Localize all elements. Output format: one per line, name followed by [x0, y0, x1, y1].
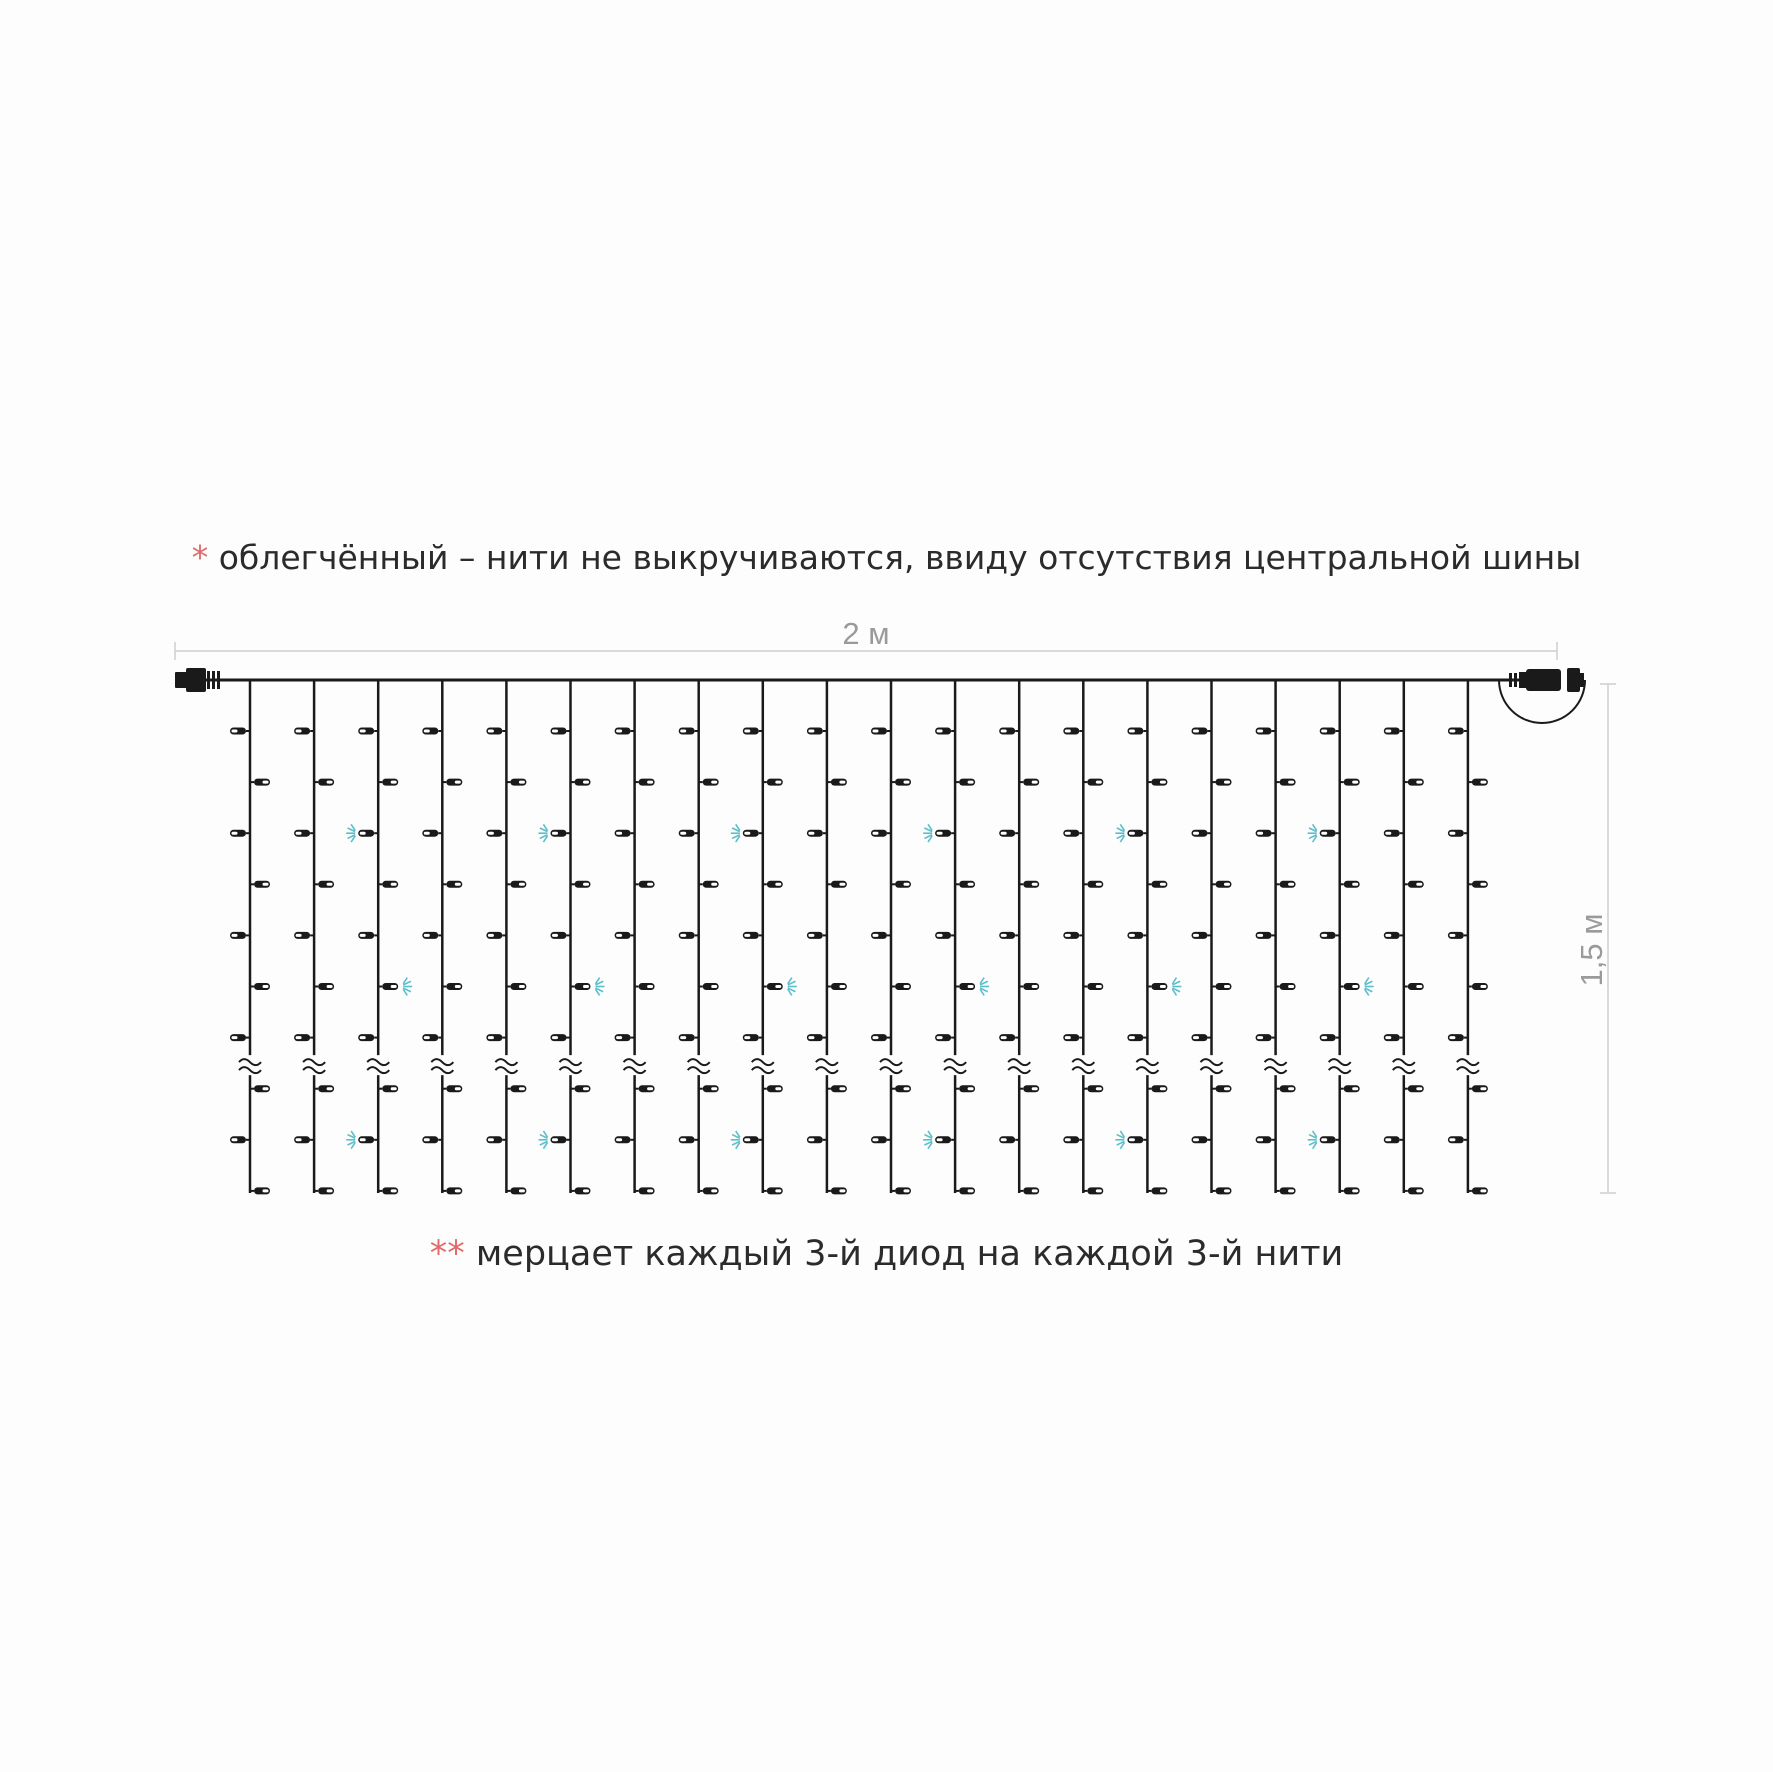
led-icon — [635, 881, 655, 888]
led-icon — [1127, 1136, 1147, 1143]
twinkle-led-icon — [1115, 1131, 1124, 1149]
led-icon — [891, 779, 911, 786]
led-icon — [1192, 1136, 1212, 1143]
strand — [731, 680, 797, 1194]
strand — [422, 680, 462, 1194]
led-icon — [422, 830, 442, 837]
plug-icon — [175, 668, 220, 692]
led-icon — [486, 1136, 506, 1143]
led-icon — [1276, 1085, 1296, 1092]
strand — [539, 680, 605, 1194]
led-icon — [551, 1034, 571, 1041]
led-icon — [422, 1034, 442, 1041]
led-icon — [1083, 881, 1103, 888]
twinkle-led-icon — [980, 978, 989, 996]
led-icon — [551, 728, 571, 735]
led-icon — [486, 1034, 506, 1041]
led-icon — [615, 1034, 635, 1041]
led-icon — [935, 932, 955, 939]
strand — [346, 680, 412, 1194]
led-icon — [1256, 1136, 1276, 1143]
led-icon — [1320, 1136, 1340, 1143]
led-icon — [871, 728, 891, 735]
led-icon — [551, 1136, 571, 1143]
led-icon — [422, 932, 442, 939]
led-icon — [1468, 1085, 1488, 1092]
led-icon — [935, 1136, 955, 1143]
strand — [1115, 680, 1181, 1194]
strand — [1448, 680, 1488, 1194]
led-icon — [827, 779, 847, 786]
led-icon — [1404, 983, 1424, 990]
led-icon — [1019, 881, 1039, 888]
twinkle-led-icon — [923, 824, 932, 842]
note-text: мерцает каждый 3-й диод на каждой 3-й нити — [475, 1234, 1344, 1274]
wire-break-icon — [1392, 1055, 1416, 1075]
led-icon — [250, 983, 270, 990]
wire-break-icon — [494, 1055, 518, 1075]
led-icon — [743, 932, 763, 939]
led-icon — [615, 932, 635, 939]
strand — [923, 680, 989, 1194]
twinkle-led-icon — [1365, 978, 1374, 996]
led-icon — [551, 932, 571, 939]
led-icon — [935, 830, 955, 837]
strand — [679, 680, 719, 1194]
led-icon — [827, 1187, 847, 1194]
led-icon — [1340, 983, 1360, 990]
led-icon — [1384, 1034, 1404, 1041]
note-marker: * — [191, 538, 209, 577]
led-icon — [679, 932, 699, 939]
led-icon — [635, 1085, 655, 1092]
led-icon — [1147, 1187, 1167, 1194]
led-icon — [1127, 932, 1147, 939]
led-icon — [807, 1034, 827, 1041]
led-icon — [442, 1187, 462, 1194]
led-icon — [486, 932, 506, 939]
led-icon — [699, 1085, 719, 1092]
led-icon — [827, 1085, 847, 1092]
led-icon — [1212, 1187, 1232, 1194]
led-icon — [1127, 830, 1147, 837]
twinkle-led-icon — [923, 1131, 932, 1149]
led-icon — [442, 779, 462, 786]
led-icon — [314, 983, 334, 990]
led-icon — [999, 1034, 1019, 1041]
led-icon — [743, 830, 763, 837]
led-icon — [1276, 881, 1296, 888]
wire-break-icon — [430, 1055, 454, 1075]
height-dimension — [1574, 684, 1616, 1193]
led-icon — [1212, 881, 1232, 888]
led-icon — [871, 1136, 891, 1143]
led-icon — [1448, 1034, 1468, 1041]
led-icon — [1384, 830, 1404, 837]
led-icon — [1320, 932, 1340, 939]
wire-break-icon — [687, 1055, 711, 1075]
led-icon — [999, 830, 1019, 837]
led-icon — [1083, 779, 1103, 786]
led-icon — [1083, 983, 1103, 990]
twinkle-led-icon — [1115, 824, 1124, 842]
led-icon — [1147, 1085, 1167, 1092]
led-icon — [551, 830, 571, 837]
led-icon — [763, 779, 783, 786]
led-icon — [1468, 881, 1488, 888]
note-marker: ** — [429, 1234, 465, 1274]
led-icon — [422, 1136, 442, 1143]
led-icon — [230, 1034, 250, 1041]
twinkle-led-icon — [539, 824, 548, 842]
led-icon — [935, 1034, 955, 1041]
led-icon — [1404, 1085, 1424, 1092]
led-icon — [442, 1085, 462, 1092]
led-icon — [1404, 1187, 1424, 1194]
led-icon — [891, 983, 911, 990]
led-icon — [314, 881, 334, 888]
led-icon — [743, 1034, 763, 1041]
led-icon — [807, 1136, 827, 1143]
led-icon — [294, 1136, 314, 1143]
led-icon — [763, 983, 783, 990]
twinkle-led-icon — [788, 978, 797, 996]
strand — [486, 680, 526, 1194]
led-icon — [807, 728, 827, 735]
strand — [807, 680, 847, 1194]
wire-break-icon — [1200, 1055, 1224, 1075]
led-icon — [635, 983, 655, 990]
wire-break-icon — [559, 1055, 583, 1075]
led-icon — [955, 1187, 975, 1194]
led-icon — [1192, 1034, 1212, 1041]
note-text: облегчённый – нити не выкручиваются, ввиду отсутствия центральной шины — [218, 538, 1582, 577]
twinkle-led-icon — [1172, 978, 1181, 996]
led-icon — [250, 779, 270, 786]
led-icon — [230, 830, 250, 837]
led-icon — [1468, 779, 1488, 786]
led-icon — [615, 728, 635, 735]
led-icon — [506, 881, 526, 888]
twinkle-led-icon — [346, 1131, 355, 1149]
led-icon — [1063, 1136, 1083, 1143]
strand — [294, 680, 334, 1194]
led-icon — [378, 881, 398, 888]
led-icon — [294, 830, 314, 837]
led-icon — [358, 728, 378, 735]
led-icon — [1404, 779, 1424, 786]
led-icon — [358, 932, 378, 939]
led-icon — [999, 1136, 1019, 1143]
led-icon — [1384, 932, 1404, 939]
led-icon — [1192, 932, 1212, 939]
led-icon — [506, 1085, 526, 1092]
led-icon — [1063, 1034, 1083, 1041]
led-icon — [635, 1187, 655, 1194]
led-icon — [1212, 779, 1232, 786]
led-icon — [827, 983, 847, 990]
width-label: 2 м — [842, 616, 890, 651]
led-icon — [807, 830, 827, 837]
led-icon — [1448, 830, 1468, 837]
led-icon — [1063, 932, 1083, 939]
led-icon — [1063, 830, 1083, 837]
strand — [871, 680, 911, 1194]
led-icon — [1320, 830, 1340, 837]
led-icon — [294, 1034, 314, 1041]
wire-break-icon — [751, 1055, 775, 1075]
led-icon — [699, 1187, 719, 1194]
led-icon — [743, 728, 763, 735]
led-icon — [679, 1034, 699, 1041]
led-icon — [743, 1136, 763, 1143]
led-icon — [230, 728, 250, 735]
led-icon — [955, 1085, 975, 1092]
led-icon — [1448, 1136, 1468, 1143]
wire-break-icon — [1071, 1055, 1095, 1075]
wire-break-icon — [1007, 1055, 1031, 1075]
led-icon — [1404, 881, 1424, 888]
wire-break-icon — [1135, 1055, 1159, 1075]
led-icon — [871, 830, 891, 837]
socket-icon — [1499, 668, 1585, 723]
twinkle-led-icon — [1308, 1131, 1317, 1149]
led-icon — [1276, 983, 1296, 990]
strand — [1063, 680, 1103, 1194]
led-icon — [955, 881, 975, 888]
led-icon — [294, 728, 314, 735]
height-label: 1,5 м — [1574, 913, 1609, 987]
led-icon — [615, 1136, 635, 1143]
led-icon — [571, 881, 591, 888]
wire-break-icon — [238, 1055, 262, 1075]
wire-break-icon — [1328, 1055, 1352, 1075]
led-icon — [358, 830, 378, 837]
led-icon — [1019, 1085, 1039, 1092]
wire-break-icon — [623, 1055, 647, 1075]
led-icon — [1256, 830, 1276, 837]
twinkle-led-icon — [731, 1131, 740, 1149]
wire-break-icon — [366, 1055, 390, 1075]
led-icon — [871, 1034, 891, 1041]
led-icon — [250, 1187, 270, 1194]
led-icon — [442, 881, 462, 888]
twinkle-led-icon — [539, 1131, 548, 1149]
led-icon — [358, 1034, 378, 1041]
led-icon — [1192, 728, 1212, 735]
strand — [615, 680, 655, 1194]
led-icon — [1147, 779, 1167, 786]
note-twinkle — [0, 1234, 1773, 1274]
wire-break-icon — [879, 1055, 903, 1075]
led-icon — [358, 1136, 378, 1143]
twinkle-led-icon — [346, 824, 355, 842]
led-icon — [378, 779, 398, 786]
strand — [1192, 680, 1232, 1194]
led-icon — [314, 1187, 334, 1194]
led-icon — [615, 830, 635, 837]
led-icon — [378, 1085, 398, 1092]
led-icon — [378, 983, 398, 990]
led-icon — [1019, 779, 1039, 786]
led-icon — [1019, 983, 1039, 990]
led-icon — [1256, 728, 1276, 735]
led-icon — [250, 881, 270, 888]
led-icon — [871, 932, 891, 939]
led-icon — [1448, 728, 1468, 735]
led-icon — [1468, 1187, 1488, 1194]
led-icon — [935, 728, 955, 735]
led-icon — [1320, 1034, 1340, 1041]
wire-break-icon — [1264, 1055, 1288, 1075]
wire-break-icon — [815, 1055, 839, 1075]
led-icon — [1384, 1136, 1404, 1143]
twinkle-led-icon — [403, 978, 412, 996]
led-icon — [891, 1187, 911, 1194]
led-icon — [1320, 728, 1340, 735]
strand — [999, 680, 1039, 1194]
led-icon — [250, 1085, 270, 1092]
led-icon — [1212, 1085, 1232, 1092]
led-icon — [571, 983, 591, 990]
led-icon — [635, 779, 655, 786]
led-icon — [314, 1085, 334, 1092]
led-icon — [827, 881, 847, 888]
led-icon — [763, 1187, 783, 1194]
led-icon — [378, 1187, 398, 1194]
led-icon — [230, 932, 250, 939]
led-icon — [486, 728, 506, 735]
led-icon — [763, 1085, 783, 1092]
led-icon — [679, 728, 699, 735]
led-icon — [999, 932, 1019, 939]
led-icon — [1448, 932, 1468, 939]
twinkle-led-icon — [1308, 824, 1317, 842]
led-icon — [1019, 1187, 1039, 1194]
led-icon — [314, 779, 334, 786]
led-icon — [1127, 1034, 1147, 1041]
led-icon — [506, 983, 526, 990]
led-icon — [1340, 1187, 1360, 1194]
led-icon — [1147, 881, 1167, 888]
twinkle-led-icon — [596, 978, 605, 996]
led-icon — [1083, 1085, 1103, 1092]
led-icon — [999, 728, 1019, 735]
led-icon — [891, 1085, 911, 1092]
led-icon — [1340, 1085, 1360, 1092]
led-icon — [807, 932, 827, 939]
led-icon — [955, 983, 975, 990]
led-icon — [763, 881, 783, 888]
led-icon — [891, 881, 911, 888]
led-icon — [486, 830, 506, 837]
led-icon — [1276, 779, 1296, 786]
led-icon — [1340, 881, 1360, 888]
led-icon — [1384, 728, 1404, 735]
led-icon — [1340, 779, 1360, 786]
led-icon — [1468, 983, 1488, 990]
led-icon — [1256, 932, 1276, 939]
wire-break-icon — [1456, 1055, 1480, 1075]
led-icon — [955, 779, 975, 786]
led-icon — [422, 728, 442, 735]
wire-break-icon — [943, 1055, 967, 1075]
wire-break-icon — [302, 1055, 326, 1075]
led-icon — [679, 1136, 699, 1143]
led-icon — [1147, 983, 1167, 990]
led-icon — [1256, 1034, 1276, 1041]
strand — [1256, 680, 1296, 1194]
led-icon — [699, 779, 719, 786]
led-icon — [1276, 1187, 1296, 1194]
strand — [230, 680, 270, 1194]
led-icon — [506, 1187, 526, 1194]
led-icon — [294, 932, 314, 939]
led-icon — [506, 779, 526, 786]
led-icon — [571, 779, 591, 786]
led-icon — [1083, 1187, 1103, 1194]
led-icon — [571, 1085, 591, 1092]
width-dimension — [175, 616, 1557, 660]
led-icon — [699, 983, 719, 990]
led-icon — [1192, 830, 1212, 837]
led-icon — [442, 983, 462, 990]
strand — [1308, 680, 1374, 1194]
strand — [1384, 680, 1424, 1194]
led-icon — [230, 1136, 250, 1143]
led-icon — [1063, 728, 1083, 735]
led-icon — [699, 881, 719, 888]
strands — [230, 680, 1488, 1194]
led-icon — [679, 830, 699, 837]
led-icon — [1212, 983, 1232, 990]
twinkle-led-icon — [731, 824, 740, 842]
led-icon — [571, 1187, 591, 1194]
led-icon — [1127, 728, 1147, 735]
